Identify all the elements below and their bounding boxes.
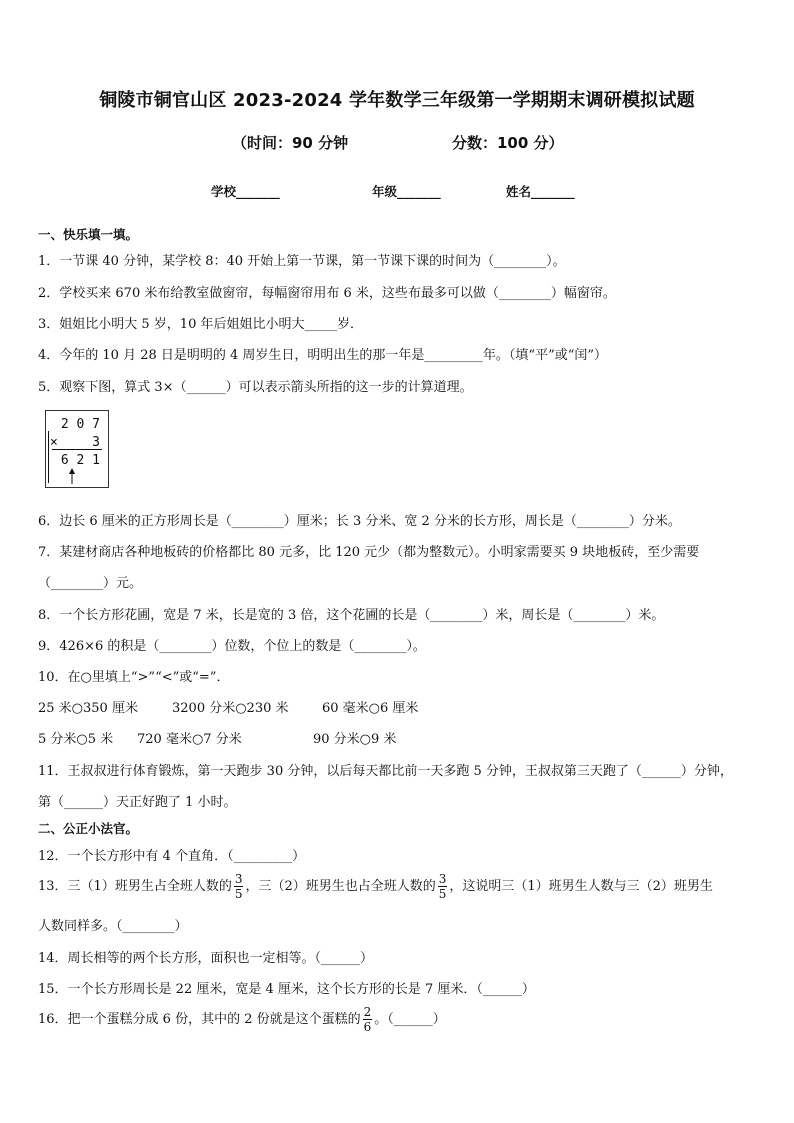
- page-title: 铜陵市铜官山区 2023-2024 学年数学三年级第一学期期末调研模拟试题: [99, 90, 695, 111]
- section-heading: 二、公正小法官。: [38, 821, 139, 836]
- question-6: 6．边长 6 厘米的正方形周长是（________）厘米；长 3 分米、宽 2 分米的长方形，周长是（________）分米。: [38, 514, 681, 529]
- question-5: 5．观察下图，算式 3×（______）可以表示箭头所指的这一步的计算道理。: [38, 380, 473, 395]
- question-8: 8．一个长方形花圃，宽是 7 米，长是宽的 3 倍，这个花圃的长是（________）米，周长是（________）米。: [38, 608, 665, 623]
- school-field: 学校_______: [211, 184, 280, 199]
- product: 6 2 1: [60, 453, 100, 468]
- fraction-numerator: 3: [438, 872, 447, 886]
- product-line: [52, 449, 102, 450]
- compare-item: 25 米○350 厘米: [38, 701, 138, 716]
- question-11: 11．王叔叔进行体育锻炼，第一天跑步 30 分钟，以后每天都比前一天多跑 5 分钟，王叔叔第三天跑了（______）分钟，: [38, 764, 733, 779]
- question-1: 1．一节课 40 分钟，某学校 8：40 开始上第一节课，第一节课下课的时间为（________）。: [38, 254, 566, 269]
- compare-item: 5 分米○5 米: [38, 732, 114, 747]
- question-16-text: 16．把一个蛋糕分成 6 份，其中的 2 份就是这个蛋糕的: [38, 1012, 361, 1027]
- compare-item: 3200 分米○230 米: [172, 701, 289, 716]
- fraction-denominator: 5: [234, 887, 243, 901]
- fraction: [438, 872, 448, 901]
- fraction: [234, 872, 244, 901]
- arrow-up-icon: [66, 467, 78, 485]
- figure-bracket: [48, 431, 49, 483]
- question-16-text: 。（______）: [374, 1012, 446, 1027]
- question-16: [38, 1005, 446, 1034]
- question-14: 14．周长相等的两个长方形，面积也一定相等。（______）: [38, 951, 374, 966]
- multiplier: 3: [92, 435, 100, 450]
- fraction-denominator: 5: [438, 887, 447, 901]
- exam-time: （时间：90 分钟: [232, 134, 349, 152]
- question-15: 15．一个长方形周长是 22 厘米，宽是 4 厘米，这个长方形的长是 7 厘米．（______）: [38, 982, 535, 997]
- question-13-text: ，三（2）班男生也占全班人数的: [245, 879, 436, 894]
- fraction: [363, 1005, 373, 1034]
- compare-item: 60 毫米○6 厘米: [322, 701, 419, 716]
- fraction-numerator: 3: [234, 872, 243, 886]
- compare-item: 720 毫米○7 分米: [137, 732, 242, 747]
- section-heading: 一、快乐填一填。: [38, 227, 139, 242]
- compare-item: 90 分米○9 米: [313, 732, 397, 747]
- question-10: 10．在○里填上“>”“<”或“=”．: [38, 670, 230, 685]
- question-4: 4．今年的 10 月 28 日是明明的 4 周岁生日，明明出生的那一年是_________年。（填“平”或“闰”）: [38, 348, 608, 363]
- question-12: 12．一个长方形中有 4 个直角．（_________）: [38, 849, 306, 864]
- question-3: 3．姐姐比小明大 5 岁，10 年后姐姐比小明大_____岁．: [38, 317, 363, 332]
- times-sign: ×: [50, 435, 58, 450]
- exam-score: 分数：100 分）: [452, 134, 564, 152]
- question-11-line2: 第（______）天正好跑了 1 小时。: [38, 795, 237, 810]
- question-7-line2: （________）元。: [38, 576, 143, 591]
- question-13-text: ，这说明三（1）班男生人数与三（2）班男生: [449, 879, 713, 894]
- question-2: 2．学校买来 670 米布给教室做窗帘，每幅窗帘用布 6 米，这些布最多可以做（________）幅窗帘。: [38, 286, 616, 301]
- fraction-denominator: 6: [363, 1020, 372, 1034]
- question-13: [38, 872, 713, 901]
- question-9: 9．426×6 的积是（________）位数，个位上的数是（________）。: [38, 639, 426, 654]
- question-13-line2: 人数同样多。（________）: [38, 919, 188, 934]
- multiplicand: 2 0 7: [60, 417, 100, 432]
- name-field: 姓名_______: [506, 184, 575, 199]
- question-13-text: 13．三（1）班男生占全班人数的: [38, 879, 232, 894]
- fraction-numerator: 2: [363, 1005, 372, 1019]
- multiplication-figure: [45, 410, 109, 488]
- grade-field: 年级_______: [372, 184, 441, 199]
- question-7: 7．某建材商店各种地板砖的价格都比 80 元多，比 120 元少（都为整数元）。小明家需要买 9 块地板砖，至少需要: [38, 545, 700, 560]
